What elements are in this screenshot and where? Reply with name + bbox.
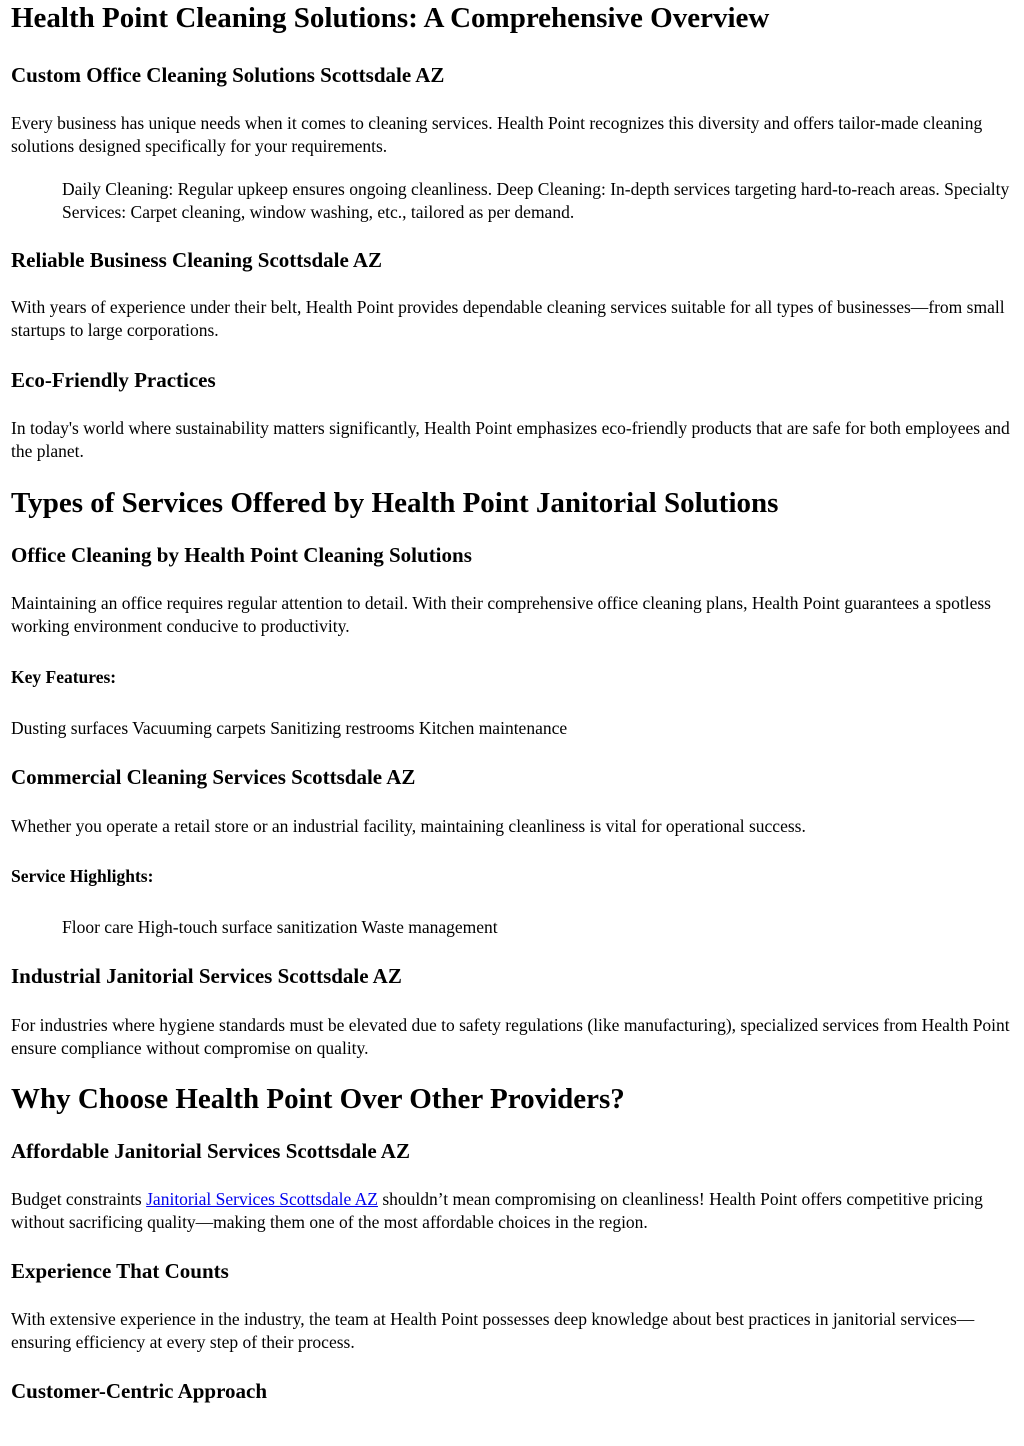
subheading-key-features: Key Features:	[11, 667, 117, 687]
section-body-affordable	[11, 1188, 1013, 1234]
section-heading-customer: Customer-Centric Approach	[11, 1379, 268, 1403]
section-body-eco: In today's world where sustainability matters significantly, Health Point emphasizes eco-friendly products that are safe for both employees and the planet.	[11, 418, 1010, 461]
section-heading-industrial: Industrial Janitorial Services Scottsdale AZ	[11, 964, 402, 988]
section-body-office: Maintaining an office requires regular attention to detail. With their comprehensive office cleaning plans, Health Point guarantees a spotless working environment conducive to productivity.	[11, 593, 991, 636]
list-key-features: Dusting surfaces Vacuuming carpets Sanitizing restrooms Kitchen maintenance	[11, 718, 568, 738]
list-custom-services: Daily Cleaning: Regular upkeep ensures ongoing cleanliness. Deep Cleaning: In-depth services targeting hard-to-reach areas. Specialty Services: Carpet cleaning, window washing, etc., tailored as per demand.	[62, 179, 1010, 222]
body-text-before-link: Budget constraints	[11, 1189, 147, 1209]
section-heading-reliable: Reliable Business Cleaning Scottsdale AZ	[11, 248, 383, 272]
section-title-types: Types of Services Offered by Health Point Janitorial Solutions	[11, 487, 779, 519]
section-body-industrial: For industries where hygiene standards must be elevated due to safety regulations (like manufacturing), specialized services from Health Point ensure compliance without compromise on quality.	[11, 1015, 1010, 1058]
section-title-why: Why Choose Health Point Over Other Providers?	[11, 1083, 625, 1115]
section-body-reliable: With years of experience under their belt, Health Point provides dependable cleaning services suitable for all types of businesses—from small startups to large corporations.	[11, 297, 1005, 340]
janitorial-services-link[interactable]: Janitorial Services Scottsdale AZ	[146, 1189, 378, 1209]
section-body-commercial: Whether you operate a retail store or an industrial facility, maintaining cleanliness is vital for operational success.	[11, 816, 806, 836]
section-body-experience: With extensive experience in the industry, the team at Health Point possesses deep knowledge about best practices in janitorial services—ensuring efficiency at every step of their process.	[11, 1309, 975, 1352]
list-service-highlights: Floor care High-touch surface sanitization Waste management	[62, 917, 498, 937]
section-heading-eco: Eco-Friendly Practices	[11, 368, 216, 392]
section-heading-commercial: Commercial Cleaning Services Scottsdale AZ	[11, 765, 416, 789]
body-text-after-link: shouldn’t mean compromising on cleanliness! Health Point offers competitive pricing without sacrificing quality—making them one of the most affordable choices in the region.	[11, 1189, 983, 1232]
section-heading-office: Office Cleaning by Health Point Cleaning Solutions	[11, 543, 472, 567]
page-title: Health Point Cleaning Solutions: A Comprehensive Overview	[11, 2, 770, 34]
section-heading-experience: Experience That Counts	[11, 1259, 229, 1283]
section-body-custom: Every business has unique needs when it comes to cleaning services. Health Point recognizes this diversity and offers tailor-made cleaning solutions designed specifically for your requirements.	[11, 113, 983, 156]
section-heading-custom: Custom Office Cleaning Solutions Scottsdale AZ	[11, 63, 445, 87]
subheading-service-highlights: Service Highlights:	[11, 866, 154, 886]
section-heading-affordable: Affordable Janitorial Services Scottsdale AZ	[11, 1139, 410, 1163]
